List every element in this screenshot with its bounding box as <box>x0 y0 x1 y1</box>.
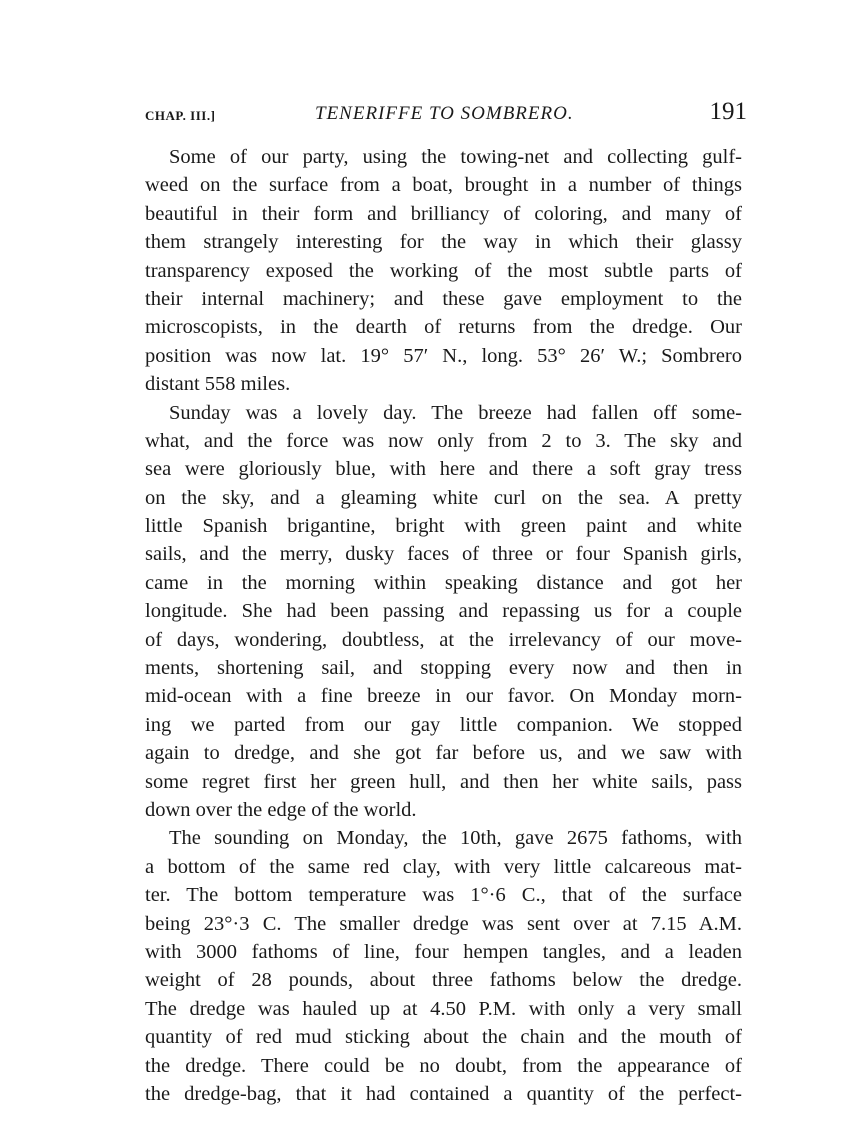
text-line: being 23°·3 C. The smaller dredge was sent over at 7.15 A.M. <box>145 912 742 935</box>
paragraph <box>145 824 742 1108</box>
running-title: TENERIFFE TO SOMBRERO. <box>315 103 574 124</box>
text-line: weight of 28 pounds, about three fathoms below the dredge. <box>145 969 742 992</box>
chapter-label: CHAP. III.] <box>145 108 216 123</box>
text-line: ments, shortening sail, and stopping every now and then in <box>145 657 742 680</box>
paragraph <box>145 143 742 399</box>
body-text <box>145 143 742 1108</box>
text-line: on the sky, and a gleaming white curl on the sea. A pretty <box>145 486 742 509</box>
text-line: Some of our party, using the towing-net and collecting gulf- <box>169 146 742 168</box>
text-line: of days, wondering, doubtless, at the irrelevancy of our move- <box>145 628 742 651</box>
text-line: microscopists, in the dearth of returns from the dredge. Our <box>145 316 742 339</box>
text-line: longitude. She had been passing and repassing us for a couple <box>145 600 742 623</box>
text-line: again to dredge, and she got far before us, and we saw with <box>145 742 742 765</box>
text-line: ter. The bottom temperature was 1°·6 C., that of the surface <box>145 884 742 907</box>
text-line: their internal machinery; and these gave employment to the <box>145 287 742 310</box>
text-line: weed on the surface from a boat, brought in a number of things <box>145 174 742 197</box>
page-number: 191 <box>709 98 747 125</box>
text-line: ing we parted from our gay little companion. We stopped <box>145 713 742 736</box>
text-line: a bottom of the same red clay, with very little calcareous mat- <box>145 855 742 878</box>
text-line: beautiful in their form and brilliancy of coloring, and many of <box>145 202 742 225</box>
text-line: distant 558 miles. <box>145 373 291 396</box>
text-line: down over the edge of the world. <box>145 798 417 821</box>
text-line: position was now lat. 19° 57′ N., long. 53° 26′ W.; Sombrero <box>145 344 742 367</box>
text-line: came in the morning within speaking distance and got her <box>145 571 742 594</box>
text-line: the dredge-bag, that it had contained a quantity of the perfect- <box>145 1082 742 1105</box>
running-head <box>145 98 747 134</box>
text-line: sea were gloriously blue, with here and there a soft gray tress <box>145 458 742 481</box>
text-line: the dredge. There could be no doubt, from the appearance of <box>145 1054 742 1077</box>
text-line: quantity of red mud sticking about the chain and the mouth of <box>145 1026 742 1049</box>
text-line: them strangely interesting for the way in which their glassy <box>145 231 742 254</box>
text-line: little Spanish brigantine, bright with green paint and white <box>145 515 742 538</box>
text-line: some regret first her green hull, and then her white sails, pass <box>145 770 742 793</box>
paragraph <box>145 399 742 825</box>
text-line: transparency exposed the working of the most subtle parts of <box>145 259 742 282</box>
text-line: Sunday was a lovely day. The breeze had fallen off some- <box>169 401 742 424</box>
text-line: mid-ocean with a fine breeze in our favor. On Monday morn- <box>145 685 742 708</box>
text-line: with 3000 fathoms of line, four hempen tangles, and a leaden <box>145 940 742 963</box>
text-line: The dredge was hauled up at 4.50 P.M. with only a very small <box>145 997 742 1020</box>
text-line: what, and the force was now only from 2 to 3. The sky and <box>145 429 742 452</box>
text-line: sails, and the merry, dusky faces of three or four Spanish girls, <box>145 543 742 566</box>
text-line: The sounding on Monday, the 10th, gave 2675 fathoms, with <box>169 827 742 850</box>
